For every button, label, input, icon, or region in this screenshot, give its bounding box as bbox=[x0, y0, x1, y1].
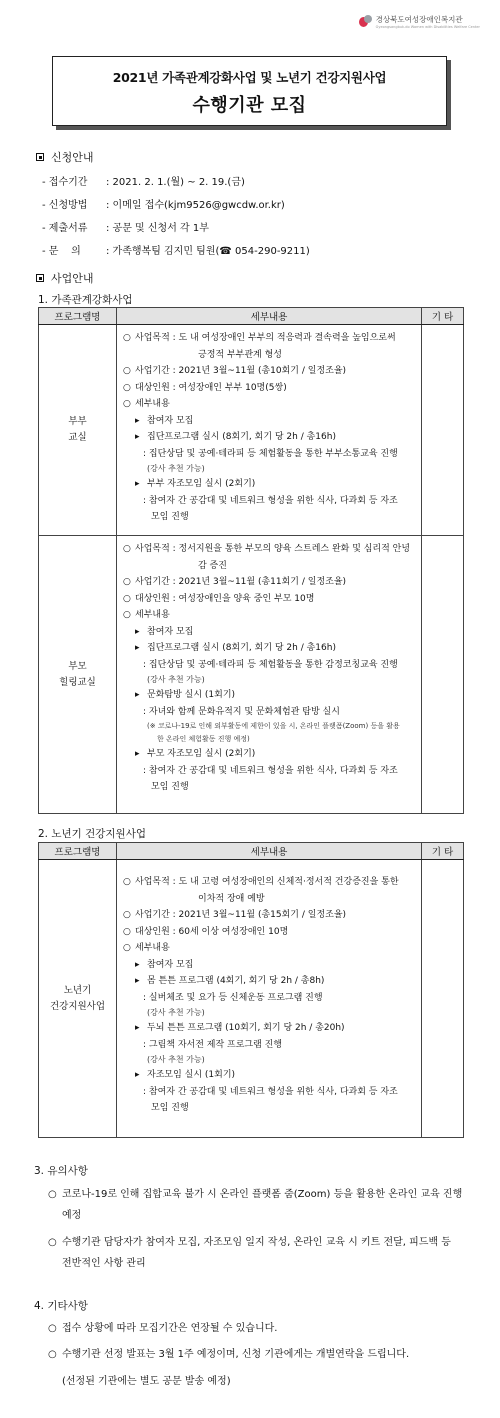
detail-line: ○ 사업기간 : 2021년 3월~11월 (총11회기 / 일정조율) bbox=[123, 574, 413, 591]
list-item bbox=[48, 1232, 473, 1274]
column-header-etc: 기 타 bbox=[422, 308, 464, 325]
program-detail-cell bbox=[117, 325, 422, 536]
detail-line: ○ 사업기간 : 2021년 3월~11월 (총10회기 / 일정조율) bbox=[123, 363, 413, 380]
table-row bbox=[39, 325, 464, 536]
info-label: - 접수기간 bbox=[42, 177, 88, 188]
info-label: - 신청방법 bbox=[42, 200, 88, 211]
detail-line: : 참여자 간 공감대 및 네트워크 형성을 위한 식사, 다과회 등 자조 bbox=[143, 765, 398, 776]
detail-line: 이차적 장애 예방 bbox=[198, 893, 265, 904]
detail-line: ○ 세부내용 bbox=[123, 940, 413, 957]
detail-line: ○ 사업목적 : 도 내 고령 여성장애인의 신체적·정서적 건강증진을 통한 bbox=[123, 874, 413, 891]
info-value: : 이메일 접수(kjm9526@gwcdw.or.kr) bbox=[106, 200, 285, 211]
section-apply-heading bbox=[36, 149, 94, 165]
detail-line: 모임 진행 bbox=[151, 782, 189, 792]
info-value: : 공문 및 신청서 각 1부 bbox=[106, 223, 209, 234]
detail-line: (강사 추천 가능) bbox=[147, 675, 205, 684]
senior-program-title: 2. 노년기 건강지원사업 bbox=[38, 828, 146, 840]
etc-cell bbox=[422, 536, 464, 814]
detail-line: ▸ 부부 자조모임 실시 (2회기) bbox=[123, 476, 413, 493]
notes-title: 3. 유의사항 bbox=[34, 1165, 88, 1177]
apply-period bbox=[42, 173, 245, 188]
column-header-program: 프로그램명 bbox=[39, 843, 117, 860]
detail-line: ▸ 부모 자조모임 실시 (2회기) bbox=[123, 746, 413, 763]
family-program-title: 1. 가족관계강화사업 bbox=[38, 294, 133, 306]
detail-line: ▸ 참여자 모집 bbox=[123, 957, 413, 974]
detail-line: ▸ 집단프로그램 실시 (8회기, 회기 당 2h / 총16h) bbox=[123, 640, 413, 657]
detail-line: ○ 사업목적 : 도 내 여성장애인 부부의 적응력과 결속력을 높임으로써 bbox=[123, 330, 413, 347]
circle-bullet-icon: ○ bbox=[48, 1189, 57, 1200]
detail-line: : 실버체조 및 요가 등 신체운동 프로그램 진행 bbox=[143, 992, 323, 1003]
title-line-1: 2021년 가족관계강화사업 및 노년기 건강지원사업 bbox=[112, 70, 387, 85]
etc-cell bbox=[422, 860, 464, 1138]
program-detail-cell bbox=[117, 860, 422, 1138]
column-header-etc: 기 타 bbox=[422, 843, 464, 860]
detail-line: ○ 세부내용 bbox=[123, 396, 413, 413]
detail-line: ▸ 문화탐방 실시 (1회기) bbox=[123, 687, 413, 704]
detail-line: ▸ 두뇌 튼튼 프로그램 (10회기, 회기 당 2h / 총20h) bbox=[123, 1020, 413, 1037]
detail-line: ▸ 몸 튼튼 프로그램 (4회기, 회기 당 2h / 총8h) bbox=[123, 973, 413, 990]
detail-note-line: (※ 코로나-19로 인해 외부활동에 제한이 있을 시, 온라인 플랫폼(Zoom) 등을 활용 bbox=[147, 722, 400, 730]
detail-line: : 집단상담 및 공예·테라피 등 체험활동을 통한 감정코칭교육 진행 bbox=[143, 659, 398, 670]
info-value: : 가족행복팀 김지민 팀원(☎ 054-290-9211) bbox=[106, 246, 310, 257]
note-line: 코로나-19로 인해 집합교육 불가 시 온라인 플랫폼 줌(Zoom) 등을 활용한 온라인 교육 진행 bbox=[62, 1189, 463, 1200]
column-header-program: 프로그램명 bbox=[39, 308, 117, 325]
note-line: 전반적인 사항 관리 bbox=[62, 1258, 146, 1269]
section-apply-title: 신청안내 bbox=[51, 151, 94, 164]
detail-note-line: 한 온라인 체험활동 진행 예정) bbox=[157, 735, 250, 743]
square-bullet-icon bbox=[36, 274, 44, 282]
notes-list bbox=[48, 1184, 473, 1274]
program-name-line: 부모 bbox=[68, 660, 87, 672]
detail-line: : 집단상담 및 공예·테라피 등 체험활동을 통한 부부소통교육 진행 bbox=[143, 448, 398, 459]
circle-bullet-icon: ○ bbox=[48, 1323, 57, 1334]
program-name-cell bbox=[39, 325, 117, 536]
column-header-detail: 세부내용 bbox=[117, 843, 422, 860]
circle-bullet-icon: ○ bbox=[48, 1349, 57, 1360]
program-name-line: 노년기 bbox=[63, 984, 92, 996]
program-detail-cell bbox=[117, 536, 422, 814]
column-header-detail: 세부내용 bbox=[117, 308, 422, 325]
detail-line: 모임 진행 bbox=[151, 512, 189, 522]
detail-line: ○ 사업기간 : 2021년 3월~11월 (총15회기 / 일정조율) bbox=[123, 907, 413, 924]
detail-line: : 그림책 자서전 제작 프로그램 진행 bbox=[143, 1039, 283, 1050]
detail-line: ○ 세부내용 bbox=[123, 607, 413, 624]
senior-program-table bbox=[38, 842, 464, 1138]
list-item bbox=[48, 1184, 473, 1226]
detail-line: ○ 사업목적 : 정서지원을 통한 부모의 양육 스트레스 완화 및 심리적 안녕 bbox=[123, 541, 413, 558]
detail-line: ▸ 집단프로그램 실시 (8회기, 회기 당 2h / 총16h) bbox=[123, 429, 413, 446]
section-business-title: 사업안내 bbox=[51, 272, 94, 285]
info-label: - 문 의 bbox=[42, 246, 81, 257]
detail-line: 긍정적 부부관계 형성 bbox=[198, 349, 282, 360]
detail-line: ▸ 참여자 모집 bbox=[123, 413, 413, 430]
square-bullet-icon bbox=[36, 153, 44, 161]
other-line: 수행기관 선정 발표는 3월 1주 예정이며, 신청 기관에게는 개별연락을 드립니다. bbox=[62, 1349, 410, 1360]
detail-line: (강사 추천 가능) bbox=[147, 464, 205, 473]
detail-line: 모임 진행 bbox=[151, 1103, 189, 1113]
detail-line: (강사 추천 가능) bbox=[147, 1008, 205, 1017]
list-item bbox=[48, 1318, 473, 1339]
detail-line: ○ 대상인원 : 60세 이상 여성장애인 10명 bbox=[123, 924, 413, 941]
org-logo bbox=[359, 14, 480, 29]
title-box bbox=[52, 56, 447, 126]
info-value: : 2021. 2. 1.(월) ~ 2. 19.(금) bbox=[106, 177, 245, 188]
detail-line: ○ 대상인원 : 여성장애인을 양육 중인 부모 10명 bbox=[123, 591, 413, 608]
logo-mark-icon bbox=[359, 15, 373, 29]
section-business-heading bbox=[36, 270, 94, 286]
table-row bbox=[39, 860, 464, 1138]
detail-line: : 참여자 간 공감대 및 네트워크 형성을 위한 식사, 다과회 등 자조 bbox=[143, 1086, 398, 1097]
apply-documents bbox=[42, 219, 209, 234]
detail-line: (강사 추천 가능) bbox=[147, 1055, 205, 1064]
info-label: - 제출서류 bbox=[42, 223, 88, 234]
detail-line: ▸ 자조모임 실시 (1회기) bbox=[123, 1067, 413, 1084]
program-name-line: 힐링교실 bbox=[59, 676, 96, 688]
program-name-cell bbox=[39, 536, 117, 814]
detail-line: ▸ 참여자 모집 bbox=[123, 624, 413, 641]
detail-line: : 자녀와 함께 문화유적지 및 문화체험관 탐방 실시 bbox=[143, 706, 340, 717]
program-name-cell bbox=[39, 860, 117, 1138]
program-name-line: 부부 bbox=[68, 416, 87, 427]
other-sub-note: (선정된 기관에는 별도 공문 발송 예정) bbox=[62, 1376, 231, 1387]
program-name-line: 건강지원사업 bbox=[49, 1000, 106, 1012]
family-program-table bbox=[38, 307, 464, 814]
apply-contact bbox=[42, 242, 310, 257]
logo-sub-text: Gyeongsangbuk-do Women with Disabilities Welfare Center bbox=[375, 25, 480, 29]
note-line: 예정 bbox=[62, 1210, 82, 1221]
circle-bullet-icon: ○ bbox=[48, 1237, 57, 1248]
note-line: 수행기관 담당자가 참여자 모집, 자조모임 일지 작성, 온라인 교육 시 키트 전달, 피드백 등 bbox=[62, 1237, 451, 1248]
title-line-2: 수행기관 모집 bbox=[192, 95, 307, 116]
detail-line: : 참여자 간 공감대 및 네트워크 형성을 위한 식사, 다과회 등 자조 bbox=[143, 495, 398, 506]
table-row bbox=[39, 536, 464, 814]
detail-line: 감 증진 bbox=[198, 560, 227, 571]
other-list bbox=[48, 1318, 473, 1365]
logo-text: 경상북도여성장애인복지관 bbox=[375, 15, 463, 24]
apply-method bbox=[42, 196, 285, 211]
program-name-line: 교실 bbox=[68, 432, 87, 443]
other-line: 접수 상황에 따라 모집기간은 연장될 수 있습니다. bbox=[62, 1323, 278, 1334]
other-title: 4. 기타사항 bbox=[34, 1300, 88, 1312]
list-item bbox=[48, 1344, 473, 1365]
detail-line: ○ 대상인원 : 여성장애인 부부 10명(5쌍) bbox=[123, 380, 413, 397]
etc-cell bbox=[422, 325, 464, 536]
